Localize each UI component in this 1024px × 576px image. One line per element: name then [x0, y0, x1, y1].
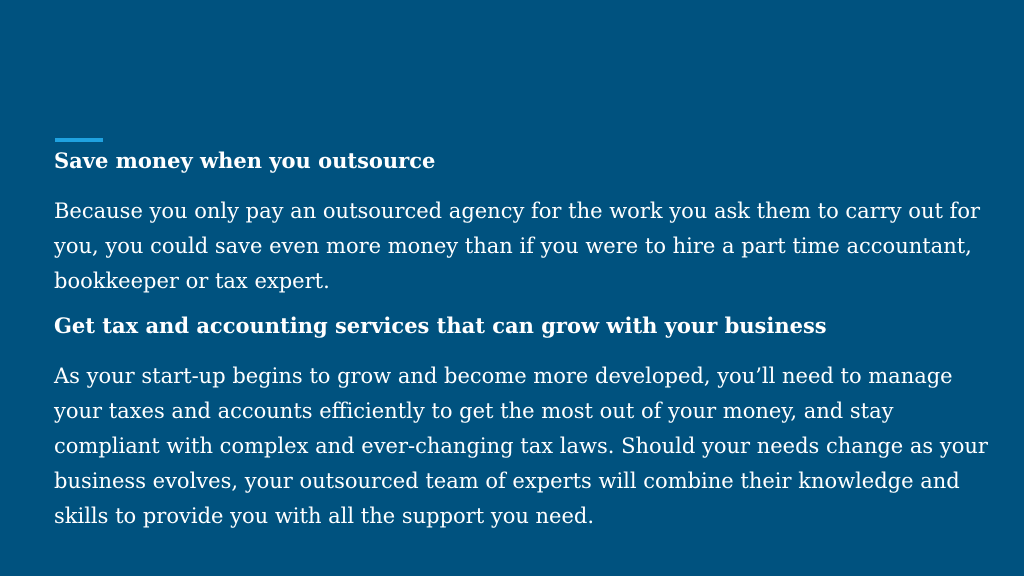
slide-content	[54, 144, 994, 544]
section-body-grow-with-business: As your start-up begins to grow and become more developed, you’ll need to manage your taxes and accounts efficiently to get the most out of your money, and stay compliant with complex and ever-changing tax laws. Should your needs change as your business evolves, your outsourced team of experts will combine their knowledge and skills to provide you with all the support you need.	[54, 364, 988, 528]
section-body-save-money: Because you only pay an outsourced agency for the work you ask them to carry out for you, you could save even more money than if you were to hire a part time accountant, bookkeeper or tax expert.	[54, 199, 981, 293]
section-heading-grow-with-business: Get tax and accounting services that can grow with your business	[54, 313, 827, 338]
accent-bar	[55, 138, 103, 142]
section-heading-save-money: Save money when you outsource	[54, 148, 436, 173]
